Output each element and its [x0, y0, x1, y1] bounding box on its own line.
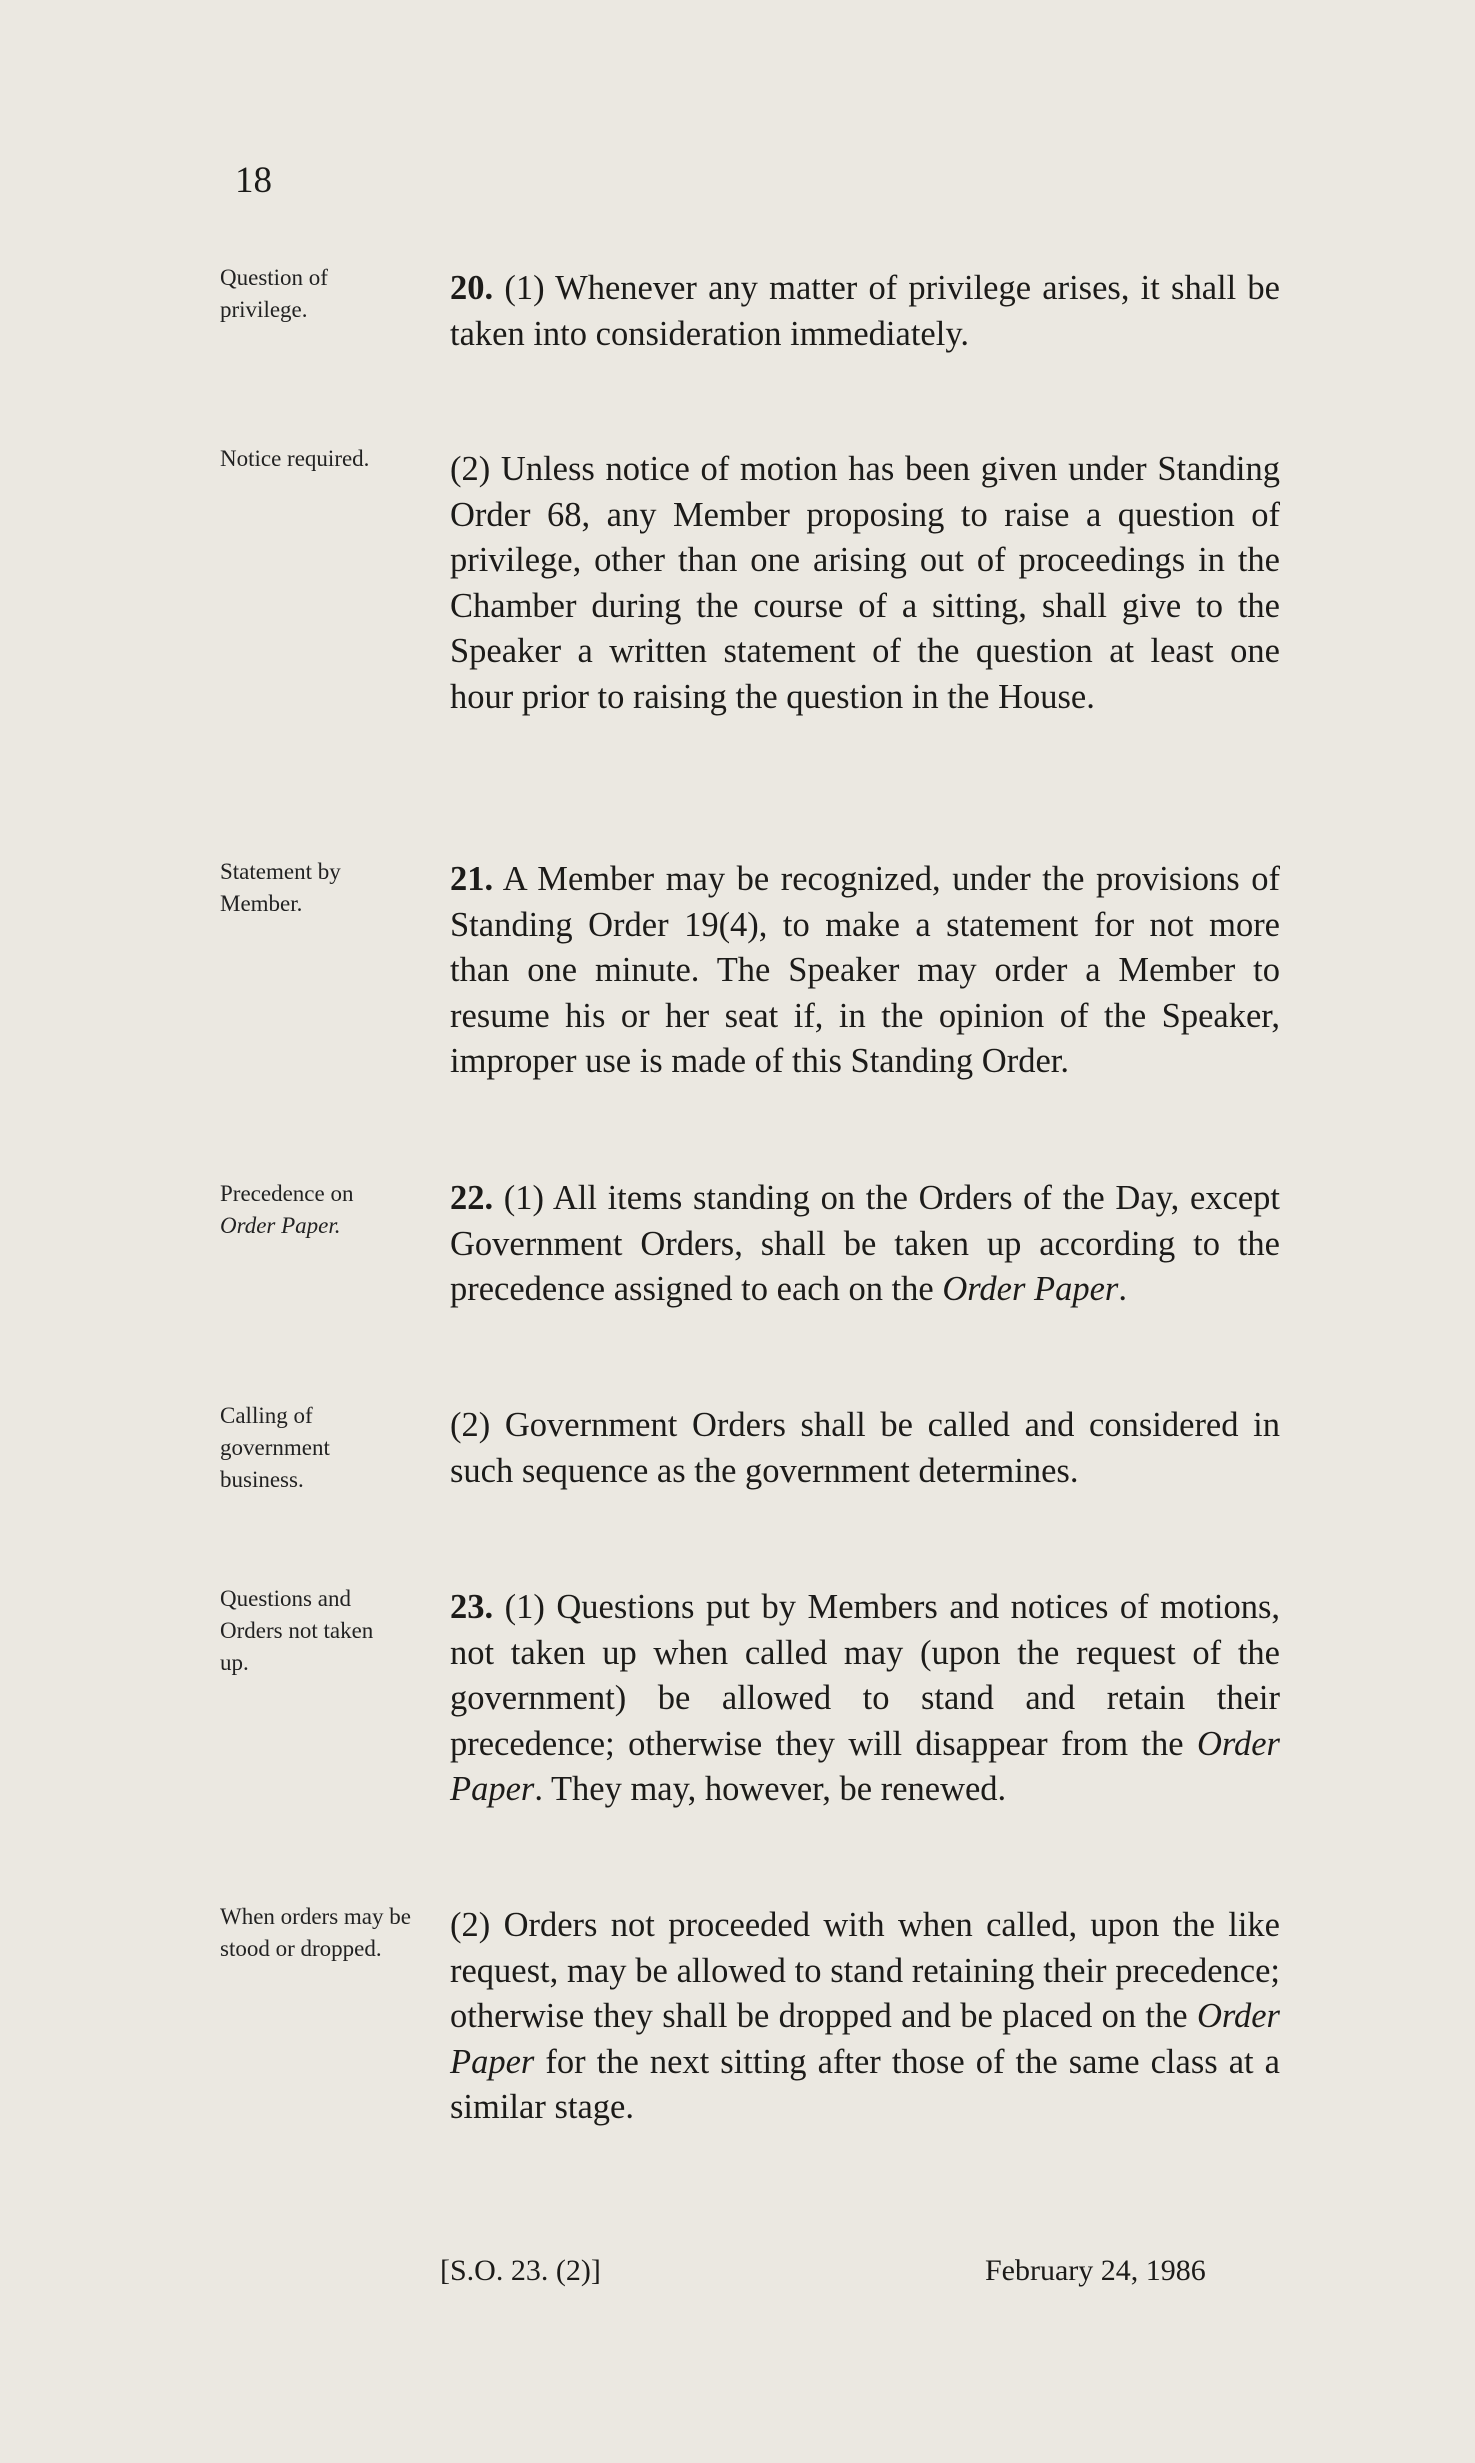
section-number-21: 21.: [450, 860, 494, 898]
page-number: 18: [235, 160, 272, 201]
order-paper-italic: Order Paper: [450, 1724, 1280, 1809]
margin-note-when-orders-may-be-stood: When orders may be stood or dropped.: [220, 1904, 411, 1961]
margin-note-questions-and-orders: Questions and Orders not taken up.: [220, 1586, 374, 1675]
paragraph-text: A Member may be recognized, under the provisions of Standing Order 19(4), to make a statement for not more than one minute. The Speaker may order a Member to resume his or her seat if, in the opinion of the Speaker, improper use is made of this Standing Order.: [450, 860, 1280, 1081]
paragraph-23-2: [450, 1903, 1280, 2131]
paragraph-23-1: [450, 1585, 1280, 1813]
paragraph-21: [450, 857, 1280, 1085]
order-paper-italic: Order Paper: [450, 1997, 1280, 2081]
paragraph-22-1: [450, 1176, 1280, 1313]
margin-note-statement-by-member: Statement by Member.: [220, 859, 341, 916]
section-number-20: 20.: [450, 269, 494, 307]
margin-note-text: Precedence on: [220, 1181, 354, 1206]
paragraph-text: (2) Orders not proceeded with when called, upon the like request, may be allowed to stand retaining their precedence; otherwise they shall be dropped and be placed on the: [450, 1906, 1280, 2036]
margin-note-notice-required: Notice required.: [220, 446, 370, 471]
margin-note-precedence: [220, 1178, 420, 1242]
paragraph-text-end: for the next sitting after those of the same class at a similar stage.: [450, 2042, 1280, 2127]
paragraph-22-2: (2) Government Orders shall be called and considered in such sequence as the government determines.: [450, 1406, 1280, 1490]
paragraph-text-end: .: [1118, 1270, 1127, 1309]
footer-reference: [S.O. 23. (2)]: [440, 2254, 601, 2287]
margin-note-italic: Order Paper.: [220, 1213, 341, 1238]
paragraph-20-2: (2) Unless notice of motion has been given under Standing Order 68, any Member proposing to raise a question of privilege, other than one arising out of proceedings in the Chamber during the course of a sitting, shall give to the Speaker a written statement of the question at least one hour prior to raising the question in the House.: [450, 450, 1280, 716]
paragraph-text-end: . They may, however, be renewed.: [534, 1770, 1007, 1809]
margin-note-calling-of-government-business: Calling of government business.: [220, 1403, 330, 1492]
order-paper-italic: Order Paper: [942, 1270, 1119, 1309]
margin-note-question-of-privilege: Question of privilege.: [220, 265, 328, 322]
footer-date: February 24, 1986: [985, 2254, 1206, 2287]
section-number-22: 22.: [450, 1179, 494, 1217]
paragraph-text: (1) All items standing on the Orders of the Day, except Government Orders, shall be taken up according to the precedence assigned to each on the: [450, 1179, 1280, 1309]
section-number-23: 23.: [450, 1588, 494, 1626]
paragraph-text: (1) Questions put by Members and notices of motions, not taken up when called may (upon the request of the government) be allowed to stand and retain their precedence; otherwise they will disappear from the: [450, 1588, 1280, 1763]
paragraph-20-1: [450, 266, 1280, 357]
paragraph-text: (1) Whenever any matter of privilege arises, it shall be taken into consideration immediately.: [450, 269, 1280, 353]
